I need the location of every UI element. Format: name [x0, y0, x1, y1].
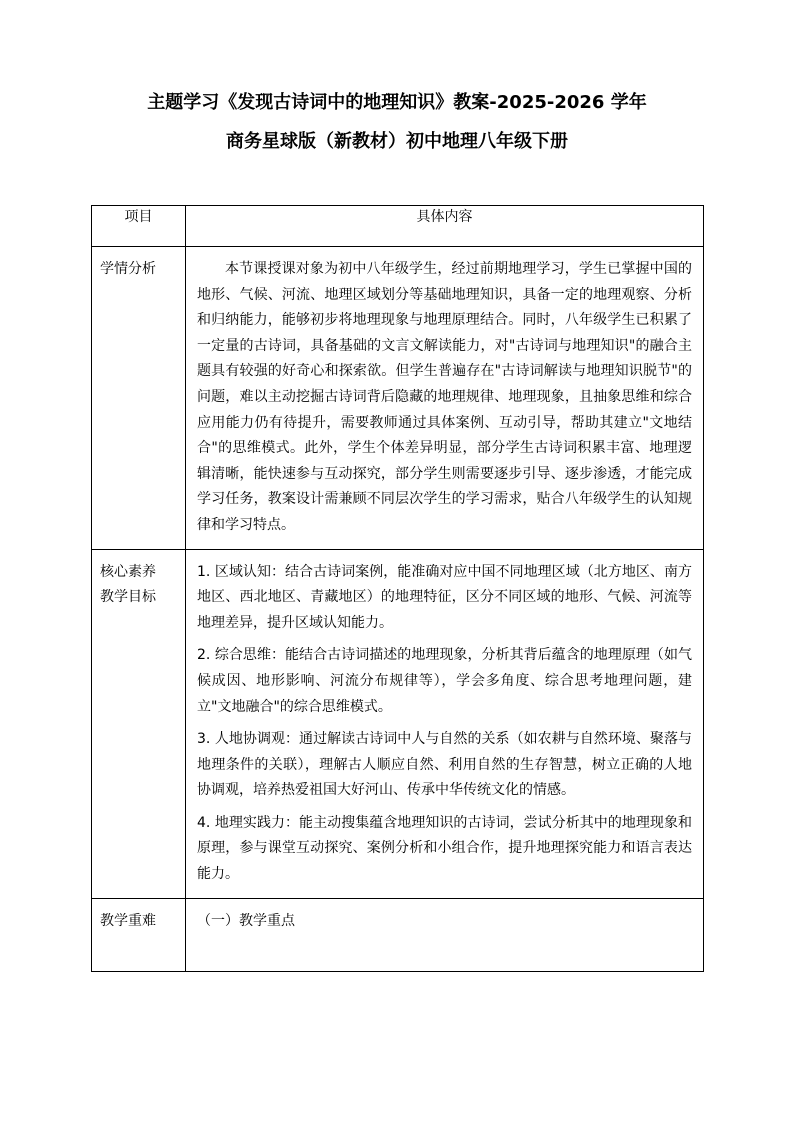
table-row-learner-analysis: [92, 247, 704, 550]
title-line-1: 主题学习《发现古诗词中的地理知识》教案-2025-2026 学年: [147, 92, 647, 113]
row-content-key-difficult: [186, 898, 704, 971]
document-title: [0, 92, 794, 153]
row-content-core-goals: [186, 549, 704, 898]
header-item: 项目: [92, 206, 186, 247]
goal-item-human-earth-coordination: 3. 人地协调观：通过解读古诗词中人与自然的关系（如农耕与自然环境、聚落与地理条件的关联），理解古人顺应自然、利用自然的生存智慧，树立正确的人地协调观，培养热爱祖国大好河山、传承中华传统文化的情感。: [197, 731, 692, 799]
row-label-key-difficult: 教学重难: [92, 898, 186, 971]
key-points-heading: （一）教学重点: [197, 912, 295, 929]
row-label-core-goals-line2: 教学目标: [100, 588, 156, 605]
table-row-core-goals: [92, 549, 704, 898]
lesson-plan-table: [91, 205, 704, 972]
title-line-2: 商务星球版（新教材）初中地理八年级下册: [226, 131, 568, 152]
goal-item-geographic-practice: 4. 地理实践力：能主动搜集蕴含地理知识的古诗词，尝试分析其中的地理现象和原理，参与课堂互动探究、案例分析和小组合作，提升地理探究能力和语言表达能力。: [197, 814, 692, 883]
row-label-core-goals-line1: 核心素养: [100, 563, 156, 580]
goal-item-comprehensive-thinking: 2. 综合思维：能结合古诗词描述的地理现象，分析其背后蕴含的地理原理（如气候成因、地形影响、河流分布规律等），学会多角度、综合思考地理问题，建立"文地融合"的综合思维模式。: [197, 647, 692, 715]
table-header-row: [92, 206, 704, 247]
goal-item-regional-cognition: 1. 区域认知：结合古诗词案例，能准确对应中国不同地理区域（北方地区、南方地区、西北地区、青藏地区）的地理特征，区分不同区域的地形、气候、河流等地理差异，提升区域认知能力。: [197, 563, 692, 631]
header-content: 具体内容: [186, 206, 704, 247]
row-content-learner-analysis: [186, 247, 704, 550]
row-label-core-goals: [92, 549, 186, 898]
learner-analysis-paragraph: 本节课授课对象为初中八年级学生，经过前期地理学习，学生已掌握中国的地形、气候、河流、地理区域划分等基础地理知识，具备一定的地理观察、分析和归纳能力，能够初步将地理现象与地理原理结合。同时，八年级学生已积累了一定量的古诗词，具备基础的文言文解读能力，对"古诗词与地理知识"的融合主题具有较强的好奇心和探索欲。但学生普遍存在"古诗词解读与地理知识脱节"的问题，难以主动挖掘古诗词背后隐藏的地理规律、地理现象，且抽象思维和综合应用能力仍有待提升，需要教师通过具体案例、互动引导，帮助其建立"文地结合"的思维模式。此外，学生个体差异明显，部分学生古诗词积累丰富、地理逻辑清晰，能快速参与互动探究，部分学生则需要逐步引导、逐步渗透，才能完成学习任务，教案设计需兼顾不同层次学生的学习需求，贴合八年级学生的认知规律和学习特点。: [197, 261, 692, 533]
table-row-key-difficult: [92, 898, 704, 971]
row-label-learner-analysis: 学情分析: [92, 247, 186, 550]
